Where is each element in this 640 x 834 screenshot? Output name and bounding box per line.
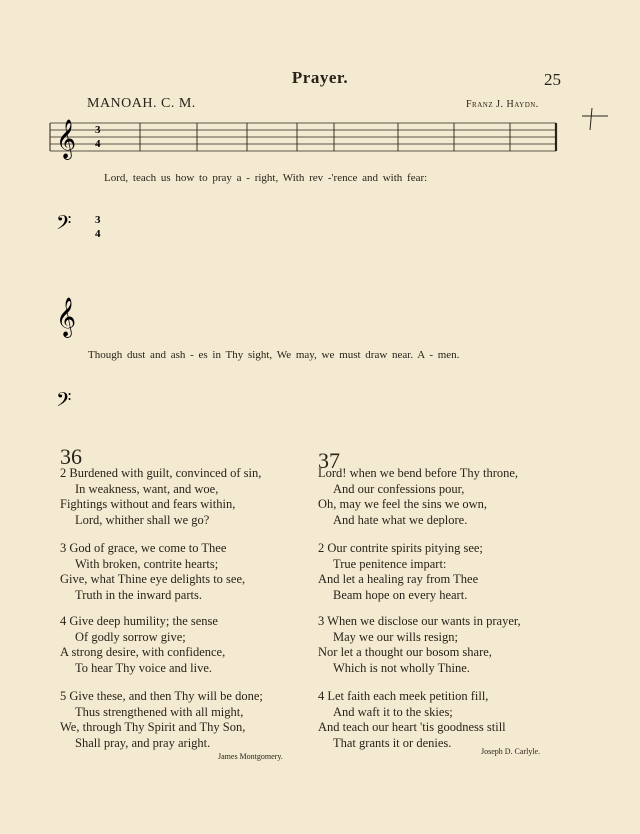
hymn-36-author: James Montgomery.: [218, 752, 283, 761]
treble-clef-1: 𝄞: [56, 121, 77, 158]
time-sig-bottom-2: 4: [95, 228, 101, 240]
treble-clef-2: 𝄞: [56, 299, 77, 336]
score-lyric-line-1: Lord, teach us how to pray a - right, With rev -'rence and with fear:: [104, 172, 428, 184]
hymn-37-stanza-4: 4 Let faith each meek petition fill, And waft it to the skies; And teach our heart 'tis goodness still That grants it or denies.: [318, 689, 506, 750]
page-number: 25: [544, 70, 561, 89]
bass-clef-1: 𝄢: [56, 213, 72, 239]
hymn-37-author: Joseph D. Carlyle.: [481, 747, 541, 756]
hymn-37-number: 37: [318, 448, 340, 473]
composer-credit: Franz J. Haydn.: [466, 99, 539, 110]
hymn-36-number: 36: [60, 444, 82, 469]
time-sig-bottom-1: 4: [95, 138, 101, 150]
hymn-36-stanza-4: 4 Give deep humility; the sense Of godly sorrow give; A strong desire, with confidence, To hear Thy voice and live.: [60, 614, 226, 675]
page-title: Prayer.: [291, 68, 349, 87]
hymn-36-stanza-5: 5 Give these, and then Thy will be done; Thus strengthened with all might, We, through Thy Spirit and Thy Son, Shall pray, and pray aright.: [60, 689, 263, 750]
hymn-36-stanza-2: 2 Burdened with guilt, convinced of sin, In weakness, want, and woe, Fightings without and fears within, Lord, whither shall we go?: [60, 466, 262, 527]
hymn-37-stanza-3: 3 When we disclose our wants in prayer, May we our wills resign; Nor let a thought our bosom share, Which is not wholly Thine.: [318, 614, 521, 675]
bass-clef-2: 𝄢: [56, 390, 72, 416]
time-sig-top-1: 3: [95, 124, 101, 136]
score-lyric-line-2: Though dust and ash - es in Thy sight, We may, we must draw near. A - men.: [88, 349, 460, 361]
hymn-36-stanza-3: 3 God of grace, we come to Thee With broken, contrite hearts; Give, what Thine eye delights to see, Truth in the inward parts.: [60, 541, 246, 602]
time-sig-top-2: 3: [95, 214, 101, 226]
margin-mark: [582, 108, 608, 130]
hymn-37-stanza-1: Lord! when we bend before Thy throne, And our confessions pour, Oh, may we feel the sins we own, And hate what we deplore.: [318, 466, 519, 527]
tune-name: MANOAH. C. M.: [87, 96, 196, 111]
hymn-37-stanza-2: 2 Our contrite spirits pitying see; True penitence impart: And let a healing ray from Thee Beam hope on every heart.: [318, 541, 483, 602]
